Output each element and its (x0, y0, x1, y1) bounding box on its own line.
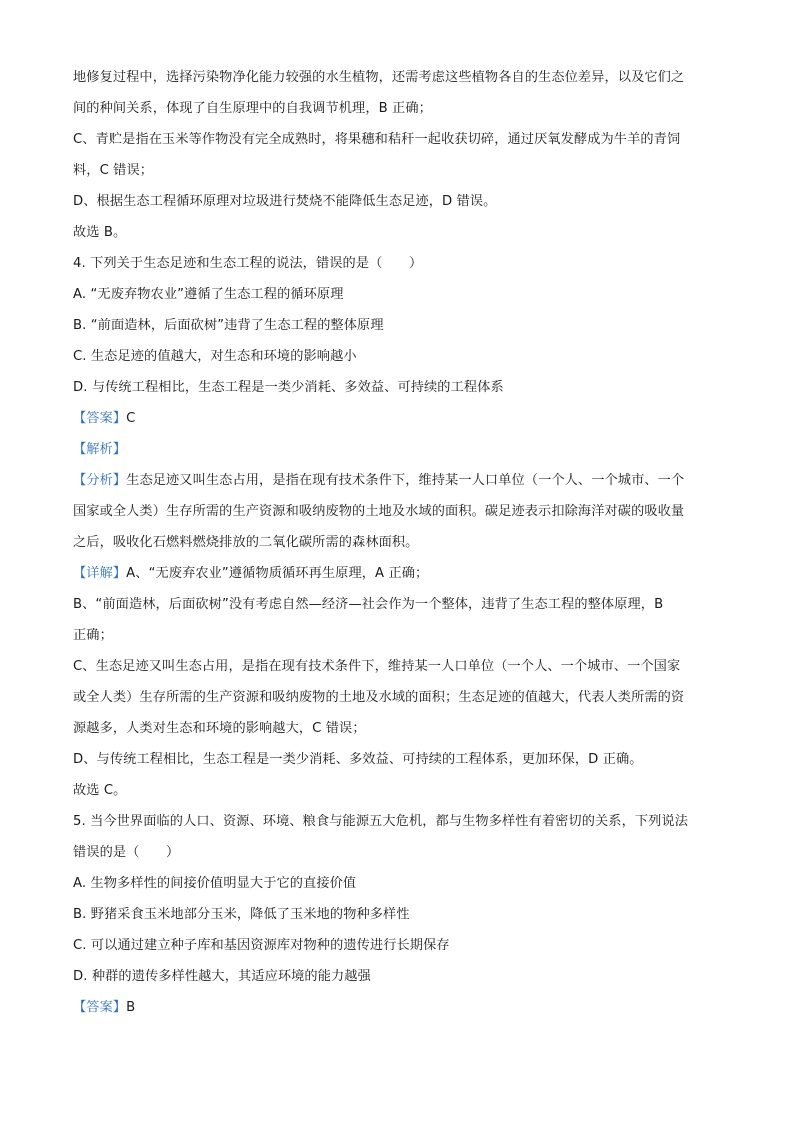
text-line (73, 248, 723, 279)
line-text: 或全人类）生存所需的生产资源和吸纳废物的土地及水域的面积；生态足迹的值越大，代表人类所需的资 (73, 690, 685, 705)
line-text: D. 与传统工程相比，生态工程是一类少消耗、多效益、可持续的工程体系 (73, 380, 504, 395)
line-text: B. “前面造林，后面砍树”违背了生态工程的整体原理 (73, 318, 384, 333)
text-line (73, 217, 723, 248)
text-line (73, 589, 723, 620)
text-line (73, 434, 723, 465)
document-page (73, 62, 723, 1023)
line-text: 国家或全人类）生存所需的生产资源和吸纳废物的土地及水域的面积。碳足迹表示扣除海洋对碳的吸收量 (73, 504, 685, 519)
text-line (73, 558, 723, 589)
text-line (73, 713, 723, 744)
text-line (73, 682, 723, 713)
text-line (73, 310, 723, 341)
line-text: 间的种间关系，体现了自生原理中的自我调节机理，B 正确； (73, 101, 432, 116)
line-text: 4. 下列关于生态足迹和生态工程的说法，错误的是（ ） (73, 256, 423, 271)
text-line (73, 899, 723, 930)
line-text: D、与传统工程相比，生态工程是一类少消耗、多效益、可持续的工程体系，更加环保，D 正确。 (73, 752, 643, 767)
text-line (73, 403, 723, 434)
line-text: 正确； (73, 628, 113, 643)
line-text: A. 生物多样性的间接价值明显大于它的直接价值 (73, 876, 357, 891)
section-label: 【分析】 (73, 473, 127, 488)
text-line (73, 620, 723, 651)
line-text: 地修复过程中，选择污染物净化能力较强的水生植物，还需考虑这些植物各自的生态位差异，以及它们之 (73, 70, 685, 85)
text-line (73, 775, 723, 806)
line-text: C. 生态足迹的值越大，对生态和环境的影响越小 (73, 349, 357, 364)
line-text: C、青贮是指在玉米等作物没有完全成熟时，将果穗和秸秆一起收获切碎，通过厌氧发酵成为牛羊的青饲 (73, 132, 681, 147)
text-line (73, 744, 723, 775)
line-text: 源越多，人类对生态和环境的影响越大，C 错误； (73, 721, 366, 736)
line-text: B、“前面造林，后面砍树”没有考虑自然—经济—社会作为一个整体，违背了生态工程的整体原理，B (73, 597, 664, 612)
text-line (73, 806, 723, 837)
text-line (73, 868, 723, 899)
line-text: 故选 B。 (73, 225, 127, 240)
line-text: 5. 当今世界面临的人口、资源、环境、粮食与能源五大危机，都与生物多样性有着密切的关系，下列说法 (73, 814, 689, 829)
line-text: 之后，吸收化石燃料燃烧排放的二氧化碳所需的森林面积。 (73, 535, 419, 550)
line-text: 料，C 错误； (73, 163, 154, 178)
section-label: 【答案】 (73, 411, 127, 426)
text-line (73, 837, 723, 868)
section-label: 【详解】 (73, 566, 127, 581)
line-text: 生态足迹又叫生态占用，是指在现有技术条件下，维持某一人口单位（一个人、一个城市、一个 (126, 473, 685, 488)
line-text: A、“无废弃农业”遵循物质循环再生原理，A 正确； (126, 566, 429, 581)
line-text: C. 可以通过建立种子库和基因资源库对物种的遗传进行长期保存 (73, 938, 450, 953)
text-line (73, 496, 723, 527)
text-line (73, 279, 723, 310)
text-line (73, 930, 723, 961)
text-line (73, 651, 723, 682)
section-label: 【解析】 (73, 442, 127, 457)
line-text: A. “无废弃物农业”遵循了生态工程的循环原理 (73, 287, 344, 302)
line-text: C、生态足迹又叫生态占用，是指在现有技术条件下，维持某一人口单位（一个人、一个城市、一个国家 (73, 659, 681, 674)
text-line (73, 465, 723, 496)
line-text: B (126, 1000, 136, 1015)
text-line (73, 372, 723, 403)
line-text: 故选 C。 (73, 783, 127, 798)
text-line (73, 961, 723, 992)
line-text: D. 种群的遗传多样性越大，其适应环境的能力越强 (73, 969, 371, 984)
text-line (73, 93, 723, 124)
text-line (73, 155, 723, 186)
text-line (73, 186, 723, 217)
text-line (73, 341, 723, 372)
line-text: 错误的是（ ） (73, 845, 180, 860)
section-label: 【答案】 (73, 1000, 127, 1015)
text-line (73, 992, 723, 1023)
line-text: B. 野猪采食玉米地部分玉米，降低了玉米地的物种多样性 (73, 907, 410, 922)
line-text: C (126, 411, 136, 426)
text-line (73, 527, 723, 558)
text-line (73, 62, 723, 93)
line-text: D、根据生态工程循环原理对垃圾进行焚烧不能降低生态足迹，D 错误。 (73, 194, 497, 209)
text-line (73, 124, 723, 155)
